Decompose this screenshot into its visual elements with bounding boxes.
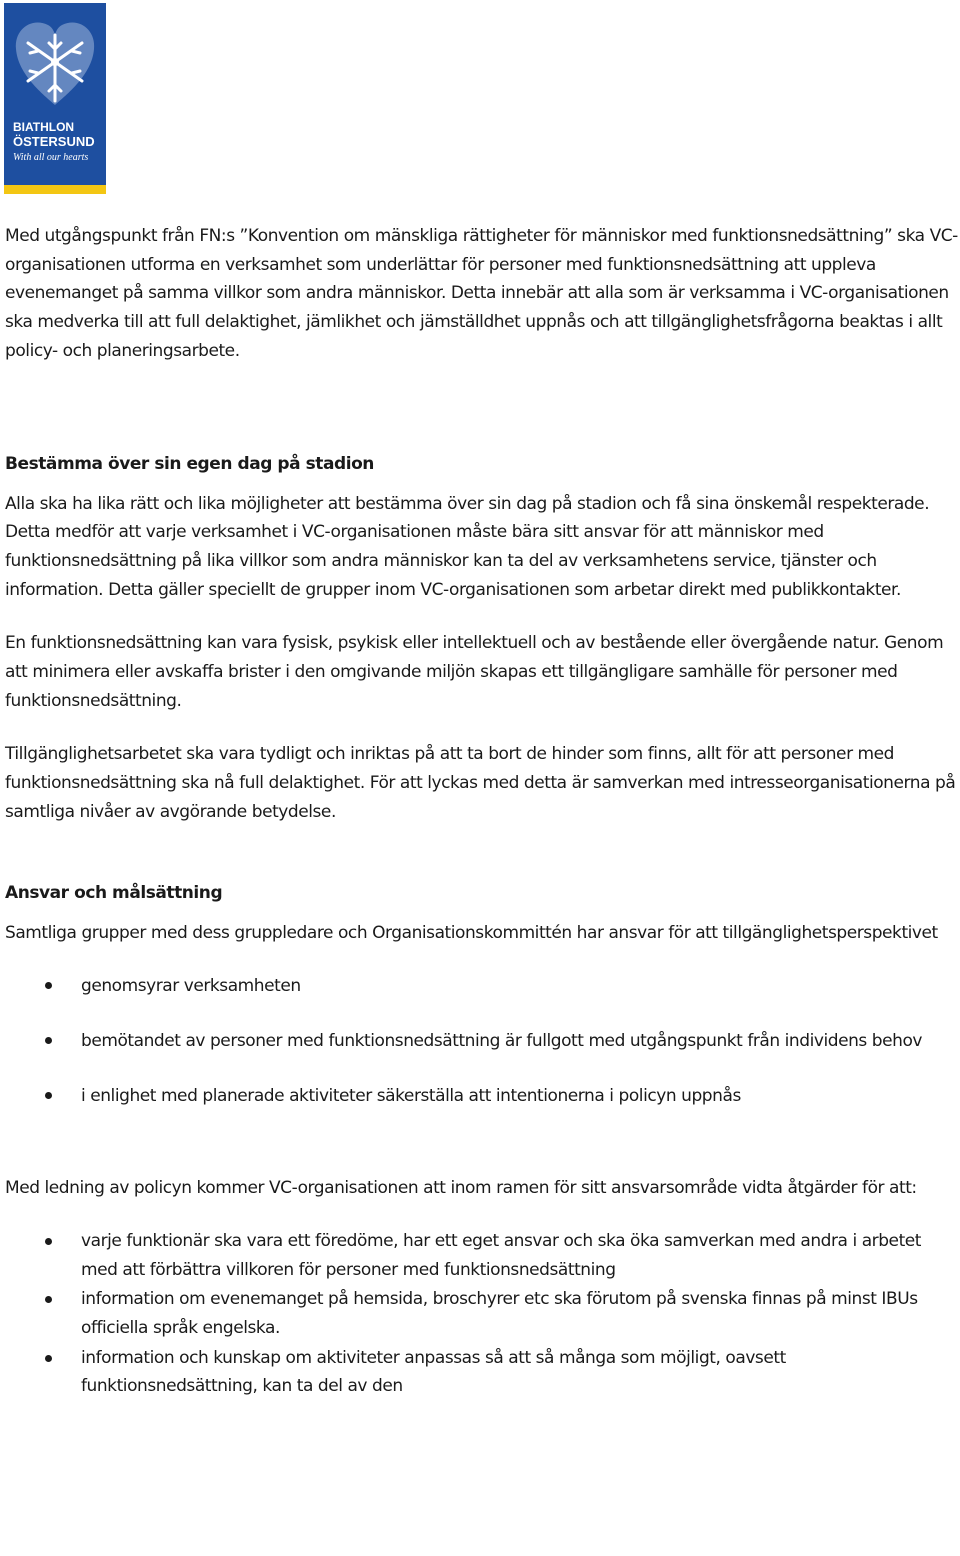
logo-text-line1: BIATHLON [13,120,75,134]
responsibility-list [5,971,960,1112]
measures-list [5,1227,960,1401]
section-heading-stadion: Bestämma över sin egen dag på stadion [5,453,374,474]
logo-stripe [4,185,106,194]
biathlon-ostersund-logo [4,3,106,194]
section1-paragraph-3: Tillgänglighetsarbetet ska vara tydligt och inriktas på att ta bort de hinder som finns, allt för att personer med funktionsnedsättning ska nå full delaktighet. För att lyckas med detta är samverkan med intresseorganisationerna på samtliga nivåer av avgörande betydelse. [5,744,956,822]
section2-paragraph-1: Samtliga grupper med dess gruppledare och Organisationskommittén har ansvar för att tillgänglighetsperspektivet [5,922,938,943]
logo-text-line2: ÖSTERSUND [13,134,95,149]
list-item: varje funktionär ska vara ett föredöme, har ett eget ansvar och ska öka samverkan med andra i arbetet med att förbättra villkoren för personer med funktionsnedsättning [5,1227,960,1284]
list-item: genomsyrar verksamheten [5,971,960,1002]
heart-snowflake-icon [4,3,106,118]
section1-paragraph-2: En funktionsnedsättning kan vara fysisk, psykisk eller intellektuell och av bestående eller övergående natur. Genom att minimera eller avskaffa brister i den omgivande miljön skapas ett tillgängligare samhälle för personer med funktionsnedsättning. [5,633,944,711]
list-item: information om evenemanget på hemsida, broschyrer etc ska förutom på svenska finnas på minst IBUs officiella språk engelska. [5,1285,960,1342]
list-item: i enlighet med planerade aktiviteter säkerställa att intentionerna i policyn uppnås [5,1081,960,1112]
section1-paragraph-1: Alla ska ha lika rätt och lika möjligheter att bestämma över sin dag på stadion och få sina önskemål respekterade. Detta medför att varje verksamhet i VC-organisationen måste bära sitt ansvar för att människor med funktionsnedsättning på lika villkor som andra människor kan ta del av verksamhetens service, tjänster och information. Detta gäller speciellt de grupper inom VC-organisationen som arbetar direkt med publikkontakter. [5,493,930,600]
section-heading-ansvar: Ansvar och målsättning [5,882,223,903]
document-body [5,222,960,1401]
list-item: information och kunskap om aktiviteter anpassas så att så många som möjligt, oavsett funktionsnedsättning, kan ta del av den [5,1344,960,1401]
logo-tagline: With all our hearts [13,152,89,163]
intro-paragraph: Med utgångspunkt från FN:s ”Konvention om mänskliga rättigheter för människor med funktionsnedsättning” ska VC-organisationen utforma en verksamhet som underlättar för personer med funktionsnedsättning att uppleva evenemanget på samma villkor som andra människor. Detta innebär att alla som är verksamma i VC-organisationen ska medverka till att full delaktighet, jämlikhet och jämställdhet uppnås och att tillgänglighetsfrågorna beaktas i allt policy- och planeringsarbete. [5,226,958,361]
list-item: bemötandet av personer med funktionsnedsättning är fullgott med utgångspunkt från individens behov [5,1026,960,1057]
section2-paragraph-2: Med ledning av policyn kommer VC-organisationen att inom ramen för sitt ansvarsområde vidta åtgärder för att: [5,1178,917,1199]
